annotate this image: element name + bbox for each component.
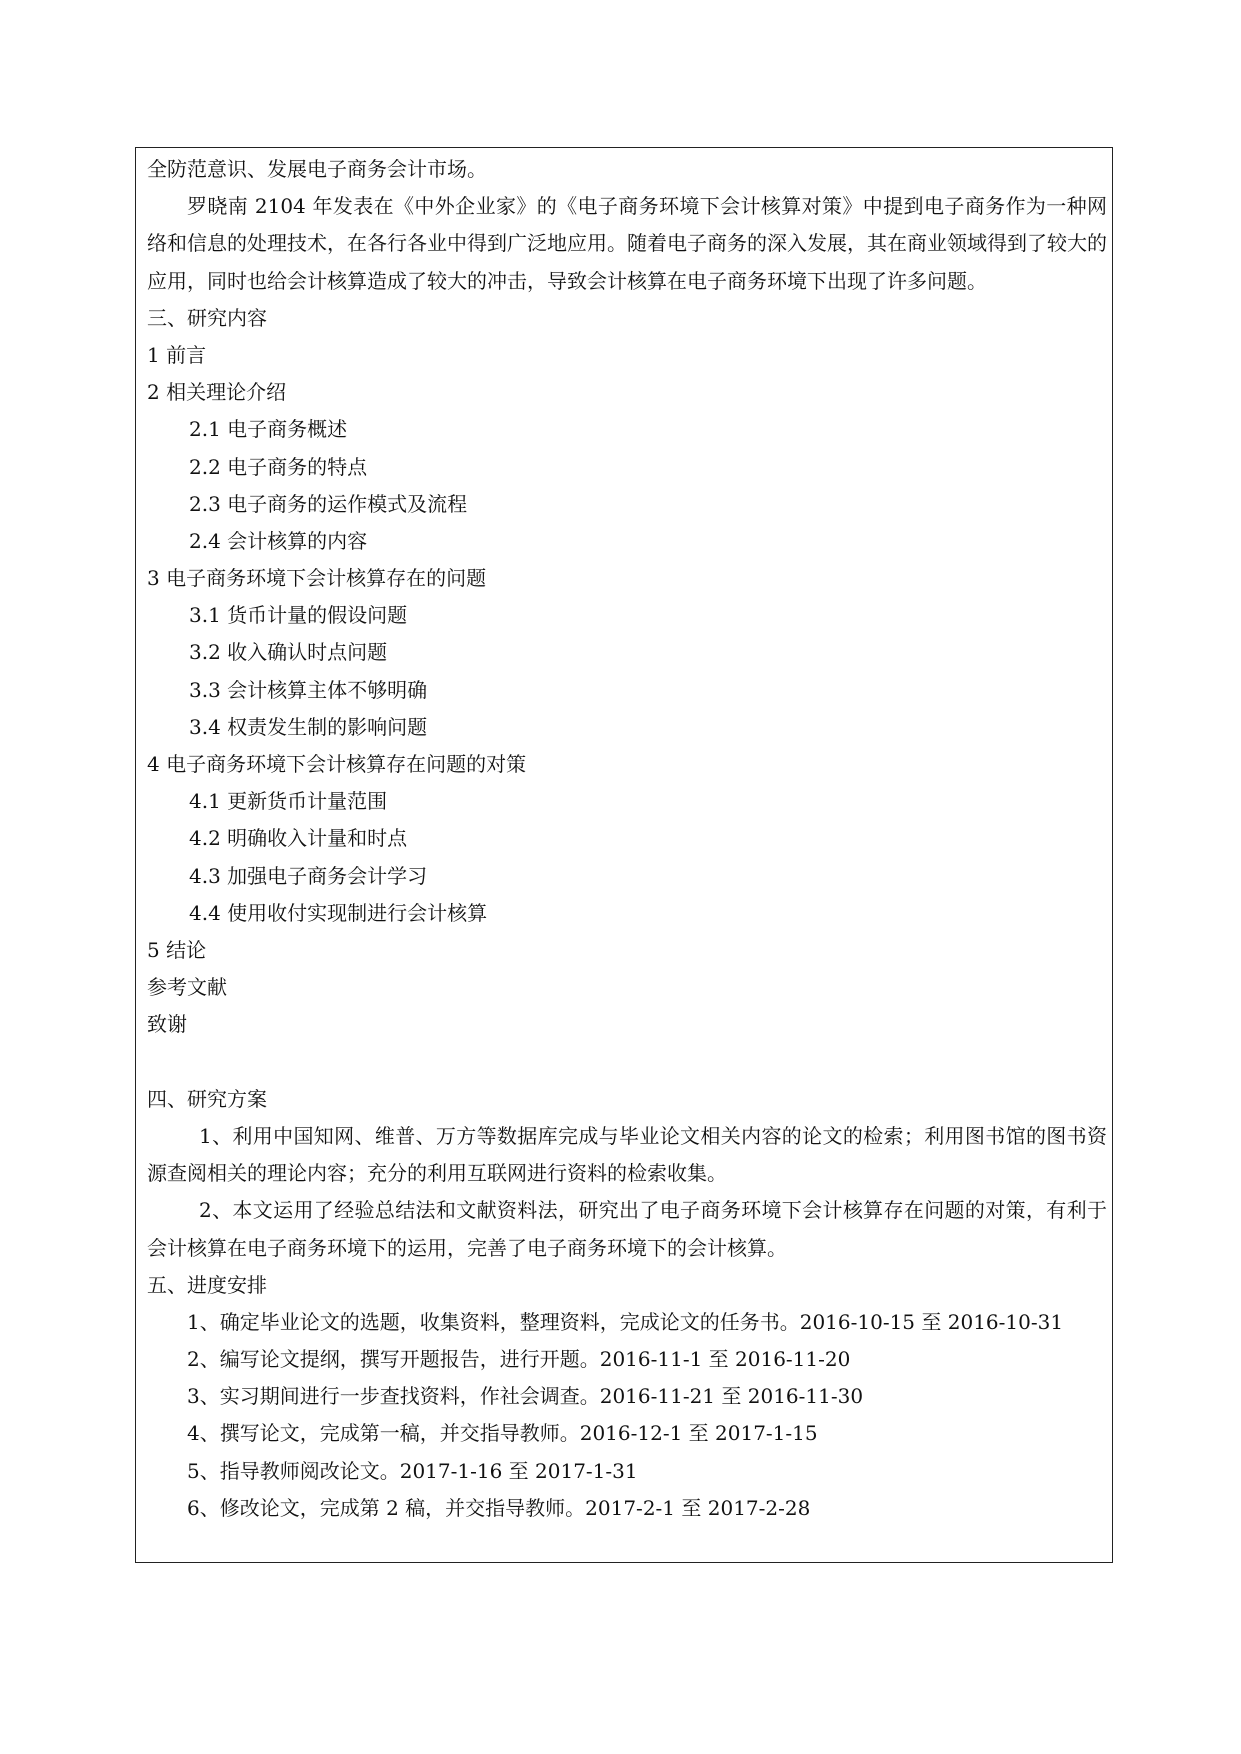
outline-section-4-2: 4.2 明确收入计量和时点 xyxy=(189,826,408,851)
outline-section-3-4: 3.4 权责发生制的影响问题 xyxy=(189,714,428,739)
outline-chapter-1: 1 前言 xyxy=(147,342,207,367)
outline-section-4-1: 4.1 更新货币计量范围 xyxy=(189,789,388,814)
section-heading-research-plan: 四、研究方案 xyxy=(147,1086,267,1111)
outline-section-2-3: 2.3 电子商务的运作模式及流程 xyxy=(189,491,468,516)
outline-section-3-3: 3.3 会计核算主体不够明确 xyxy=(189,677,428,702)
schedule-item-2: 2、编写论文提纲，撰写开题报告，进行开题。2016-11-1 至 2016-11-20 xyxy=(187,1347,851,1372)
outline-section-3-1: 3.1 货币计量的假设问题 xyxy=(189,603,408,628)
outline-section-4-3: 4.3 加强电子商务会计学习 xyxy=(189,863,428,888)
schedule-item-1: 1、确定毕业论文的选题，收集资料，整理资料，完成论文的任务书。2016-10-15 至 2016-10-31 xyxy=(187,1309,1064,1334)
outline-references: 参考文献 xyxy=(147,975,227,1000)
outline-section-2-2: 2.2 电子商务的特点 xyxy=(189,454,368,479)
outline-chapter-4: 4 电子商务环境下会计核算存在问题的对策 xyxy=(147,752,527,777)
outline-chapter-3: 3 电子商务环境下会计核算存在的问题 xyxy=(147,566,487,591)
section-heading-research-content: 三、研究内容 xyxy=(147,305,267,330)
schedule-item-5: 5、指导教师阅改论文。2017-1-16 至 2017-1-31 xyxy=(187,1458,638,1483)
outline-section-2-1: 2.1 电子商务概述 xyxy=(189,417,348,442)
outline-section-2-4: 2.4 会计核算的内容 xyxy=(189,528,368,553)
lit-review-paragraph: 罗晓南 2104 年发表在《中外企业家》的《电子商务环境下会计核算对策》中提到电子商务作为一种网络和信息的处理技术，在各行各业中得到广泛地应用。随着电子商务的深入发展，其在商业领域得到了较大的应用，同时也给会计核算造成了较大的冲击，导致会计核算在电子商务环境下出现了许多问题。 xyxy=(147,194,1107,293)
section-heading-schedule: 五、进度安排 xyxy=(147,1272,267,1297)
lit-review-line: 全防范意识、发展电子商务会计市场。 xyxy=(147,157,487,181)
research-plan-item-1: 1、利用中国知网、维普、万方等数据库完成与毕业论文相关内容的论文的检索；利用图书馆的图书资源查阅相关的理论内容；充分的利用互联网进行资料的检索收集。 xyxy=(147,1123,1107,1186)
schedule-item-4: 4、撰写论文，完成第一稿，并交指导教师。2016-12-1 至 2017-1-15 xyxy=(187,1421,818,1446)
outline-chapter-2: 2 相关理论介绍 xyxy=(147,380,287,405)
outline-section-3-2: 3.2 收入确认时点问题 xyxy=(189,640,388,665)
outline xyxy=(147,337,1107,1044)
schedule-item-3: 3、实习期间进行一步查找资料，作社会调查。2016-11-21 至 2016-11-30 xyxy=(187,1384,864,1409)
proposal-content xyxy=(147,151,1107,1527)
schedule-item-6: 6、修改论文，完成第 2 稿，并交指导教师。2017-2-1 至 2017-2-28 xyxy=(187,1495,811,1520)
outline-chapter-5: 5 结论 xyxy=(147,937,207,962)
outline-acknowledgements: 致谢 xyxy=(147,1012,187,1037)
outline-section-4-4: 4.4 使用收付实现制进行会计核算 xyxy=(189,900,488,925)
blank-line xyxy=(147,1044,1107,1081)
research-plan-item-2: 2、本文运用了经验总结法和文献资料法，研究出了电子商务环境下会计核算存在问题的对策，有利于会计核算在电子商务环境下的运用，完善了电子商务环境下的会计核算。 xyxy=(147,1198,1107,1260)
